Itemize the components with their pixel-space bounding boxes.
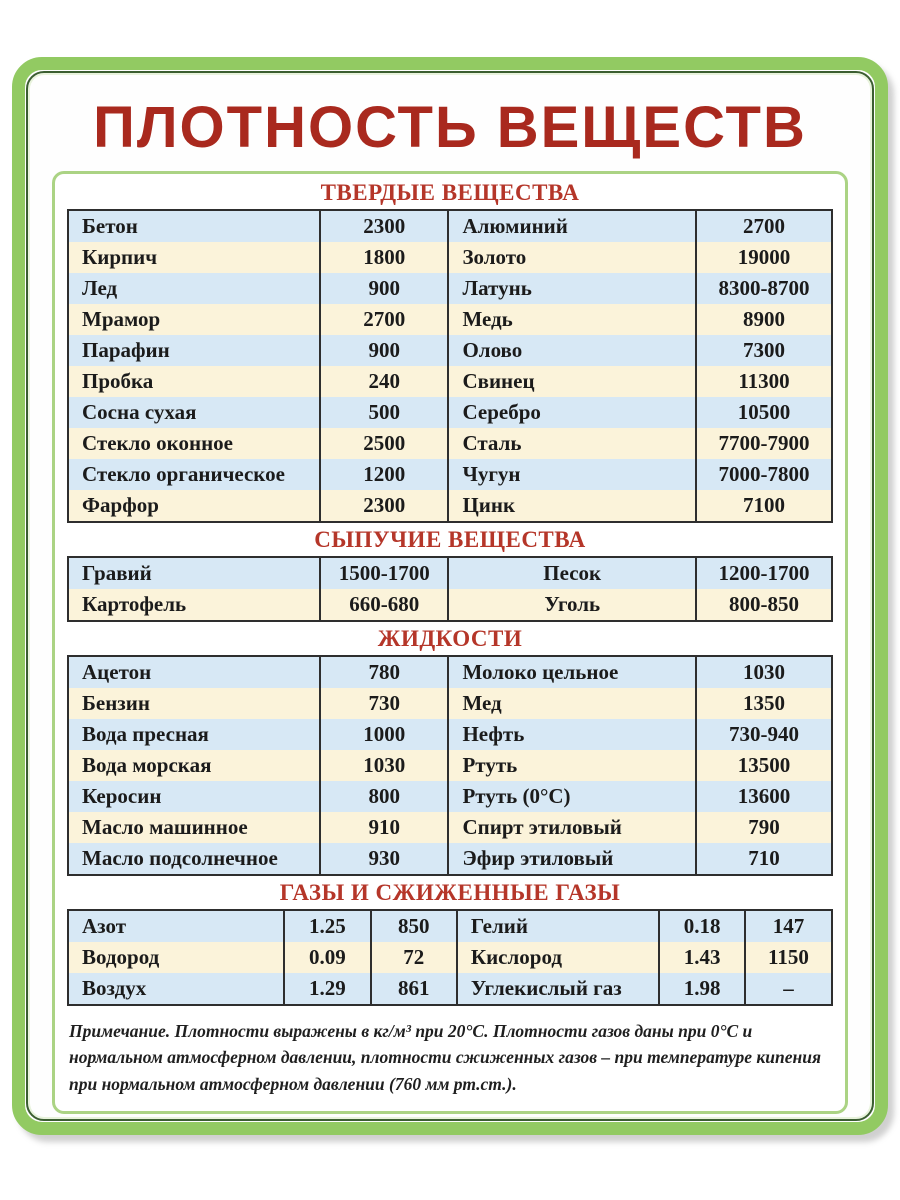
section-header-gases: ГАЗЫ И СЖИЖЕННЫЕ ГАЗЫ <box>279 880 621 905</box>
density-value-cell: Песок <box>448 557 696 589</box>
substance-name-cell: Керосин <box>68 781 320 812</box>
substance-name-cell: Спирт этиловый <box>448 812 696 843</box>
table-row <box>68 210 832 242</box>
density-value-cell: 7100 <box>696 490 832 522</box>
density-value-cell: 1200 <box>320 459 448 490</box>
substance-name-cell: Медь <box>448 304 696 335</box>
substance-name-cell: Ацетон <box>68 656 320 688</box>
footnote: Примечание. Плотности выражены в кг/м³ при 20°С. Плотности газов даны при 0°С и нормальном атмосферном давлении, плотности сжиженных газов – при температуре кипения при нормальном атмосферном давлении (760 мм рт.ст.). <box>69 1021 821 1094</box>
substance-name-cell: Молоко цельное <box>448 656 696 688</box>
section-header-bulk: СЫПУЧИЕ ВЕЩЕСТВА <box>314 527 586 552</box>
density-value-cell: 730-940 <box>696 719 832 750</box>
density-value-cell: 8900 <box>696 304 832 335</box>
density-value-cell: 147 <box>745 910 832 942</box>
density-value-cell: – <box>745 973 832 1005</box>
density-value-cell: 910 <box>320 812 448 843</box>
table-row <box>68 273 832 304</box>
substance-name-cell: Нефть <box>448 719 696 750</box>
density-value-cell: 0.09 <box>284 942 370 973</box>
density-value-cell: 900 <box>320 273 448 304</box>
density-value-cell: 730 <box>320 688 448 719</box>
density-value-cell: 1030 <box>320 750 448 781</box>
density-value-cell: 800-850 <box>696 589 832 621</box>
substance-name-cell: Алюминий <box>448 210 696 242</box>
section-header-liquids: ЖИДКОСТИ <box>377 626 523 651</box>
density-value-cell: 13500 <box>696 750 832 781</box>
density-value-cell: 7700-7900 <box>696 428 832 459</box>
density-value-cell: 1150 <box>745 942 832 973</box>
substance-name-cell: Свинец <box>448 366 696 397</box>
substance-name-cell: Цинк <box>448 490 696 522</box>
density-value-cell: 900 <box>320 335 448 366</box>
substance-name-cell: Латунь <box>448 273 696 304</box>
density-value-cell: 1.43 <box>659 942 745 973</box>
poster-inner-border <box>26 71 874 1121</box>
density-value-cell: 1000 <box>320 719 448 750</box>
density-value-cell: 861 <box>371 973 457 1005</box>
density-value-cell: 2300 <box>320 490 448 522</box>
substance-name-cell: Стекло оконное <box>68 428 320 459</box>
substance-name-cell: Гелий <box>457 910 659 942</box>
density-value-cell: 13600 <box>696 781 832 812</box>
bulk-table <box>67 556 833 622</box>
substance-name-cell: Золото <box>448 242 696 273</box>
substance-name-cell: Масло подсолнечное <box>68 843 320 875</box>
substance-name-cell: Мрамор <box>68 304 320 335</box>
poster-frame <box>12 57 888 1135</box>
gases-table <box>67 909 833 1006</box>
density-value-cell: 500 <box>320 397 448 428</box>
table-row <box>68 490 832 522</box>
substance-name-cell: Чугун <box>448 459 696 490</box>
density-value-cell: 2700 <box>696 210 832 242</box>
density-value-cell: 930 <box>320 843 448 875</box>
substance-name-cell: Серебро <box>448 397 696 428</box>
content-box <box>52 171 848 1114</box>
table-row <box>68 366 832 397</box>
substance-name-cell: Сталь <box>448 428 696 459</box>
substance-name-cell: Ртуть <box>448 750 696 781</box>
density-value-cell: 8300-8700 <box>696 273 832 304</box>
substance-name-cell: Вода морская <box>68 750 320 781</box>
substance-name-cell: Кирпич <box>68 242 320 273</box>
table-row <box>68 304 832 335</box>
density-value-cell: 2300 <box>320 210 448 242</box>
section-header-solids: ТВЕРДЫЕ ВЕЩЕСТВА <box>320 180 580 205</box>
substance-name-cell: Кислород <box>457 942 659 973</box>
substance-name-cell: Лед <box>68 273 320 304</box>
density-value-cell: Уголь <box>448 589 696 621</box>
table-row <box>68 656 832 688</box>
density-value-cell: 7000-7800 <box>696 459 832 490</box>
density-value-cell: 800 <box>320 781 448 812</box>
density-value-cell: 780 <box>320 656 448 688</box>
table-row <box>68 459 832 490</box>
density-value-cell: 0.18 <box>659 910 745 942</box>
table-row <box>68 335 832 366</box>
liquids-table <box>67 655 833 876</box>
density-value-cell: 10500 <box>696 397 832 428</box>
substance-name-cell: Сосна сухая <box>68 397 320 428</box>
table-row <box>68 973 832 1005</box>
table-row <box>68 428 832 459</box>
density-value-cell: 1030 <box>696 656 832 688</box>
solids-table <box>67 209 833 523</box>
density-value-cell: 2500 <box>320 428 448 459</box>
density-value-cell: 240 <box>320 366 448 397</box>
table-row <box>68 942 832 973</box>
substance-name-cell: Вода пресная <box>68 719 320 750</box>
substance-name-cell: Мед <box>448 688 696 719</box>
table-row <box>68 910 832 942</box>
substance-name-cell: Бетон <box>68 210 320 242</box>
table-row <box>68 557 832 589</box>
density-value-cell: 72 <box>371 942 457 973</box>
density-value-cell: 1.29 <box>284 973 370 1005</box>
density-value-cell: 7300 <box>696 335 832 366</box>
table-row <box>68 843 832 875</box>
substance-name-cell: Картофель <box>68 589 320 621</box>
table-row <box>68 812 832 843</box>
substance-name-cell: Гравий <box>68 557 320 589</box>
table-row <box>68 750 832 781</box>
table-row <box>68 781 832 812</box>
substance-name-cell: Стекло органическое <box>68 459 320 490</box>
density-value-cell: 1.98 <box>659 973 745 1005</box>
density-value-cell: 2700 <box>320 304 448 335</box>
substance-name-cell: Фарфор <box>68 490 320 522</box>
substance-name-cell: Углекислый газ <box>457 973 659 1005</box>
substance-name-cell: Воздух <box>68 973 284 1005</box>
table-row <box>68 719 832 750</box>
density-value-cell: 11300 <box>696 366 832 397</box>
substance-name-cell: Эфир этиловый <box>448 843 696 875</box>
substance-name-cell: Бензин <box>68 688 320 719</box>
density-value-cell: 1.25 <box>284 910 370 942</box>
density-value-cell: 1200-1700 <box>696 557 832 589</box>
substance-name-cell: Парафин <box>68 335 320 366</box>
density-value-cell: 19000 <box>696 242 832 273</box>
poster-title: ПЛОТНОСТЬ ВЕЩЕСТВ <box>93 95 807 160</box>
substance-name-cell: Масло машинное <box>68 812 320 843</box>
density-value-cell: 1500-1700 <box>320 557 448 589</box>
density-value-cell: 710 <box>696 843 832 875</box>
substance-name-cell: Водород <box>68 942 284 973</box>
density-value-cell: 850 <box>371 910 457 942</box>
substance-name-cell: Азот <box>68 910 284 942</box>
density-value-cell: 660-680 <box>320 589 448 621</box>
table-row <box>68 688 832 719</box>
table-row <box>68 242 832 273</box>
density-value-cell: 1800 <box>320 242 448 273</box>
substance-name-cell: Пробка <box>68 366 320 397</box>
table-row <box>68 589 832 621</box>
density-value-cell: 1350 <box>696 688 832 719</box>
substance-name-cell: Олово <box>448 335 696 366</box>
substance-name-cell: Ртуть (0°С) <box>448 781 696 812</box>
density-value-cell: 790 <box>696 812 832 843</box>
table-row <box>68 397 832 428</box>
